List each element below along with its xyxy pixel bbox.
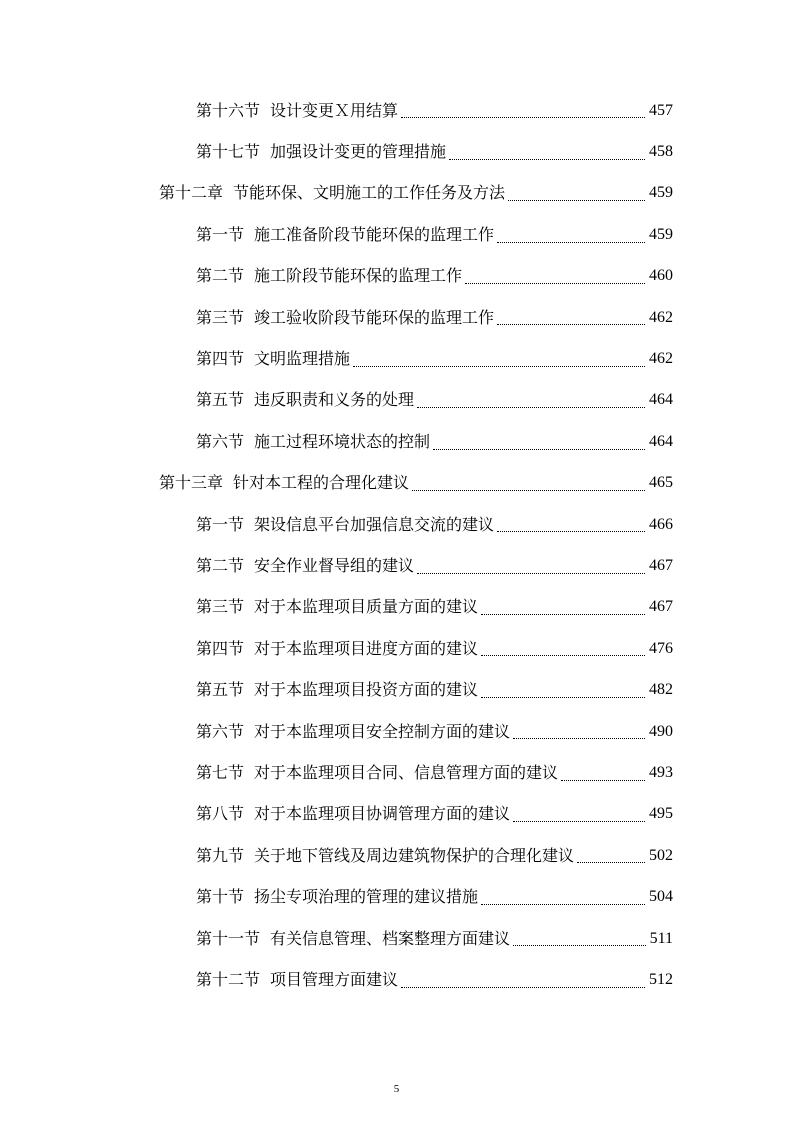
toc-entry[interactable] [0,918,793,959]
toc-entry-title: 施工阶段节能环保的监理工作 [254,266,463,286]
toc-entry-page: 467 [649,598,673,616]
toc-entry[interactable] [0,421,793,462]
toc-entry-page: 462 [649,308,673,326]
toc-entry-title: 对于本监理项目安全控制方面的建议 [254,721,511,741]
toc-entry-number: 第九节 [196,845,245,865]
dot-leader [513,821,645,822]
toc-entry-page: 464 [649,391,673,409]
toc-entry[interactable] [0,752,793,793]
dot-leader [401,117,645,118]
toc-entry-page: 458 [649,143,673,161]
toc-entry-page: 495 [649,805,673,823]
toc-entry[interactable] [0,587,793,628]
dot-leader [561,780,645,781]
toc-entry-number: 第十三章 [159,473,224,493]
toc-entry-title: 针对本工程的合理化建议 [233,473,410,493]
toc-entry-page: 511 [649,929,673,947]
toc-entry-number: 第五节 [196,390,245,410]
toc-entry-page: 490 [649,722,673,740]
toc-entry-title: 对于本监理项目协调管理方面的建议 [254,804,511,824]
toc-entry-number: 第二节 [196,266,245,286]
toc-entry-page: 464 [649,432,673,450]
toc-entry-title: 文明监理措施 [254,349,351,369]
dot-leader [481,904,645,905]
dot-leader [417,407,645,408]
toc-entry[interactable] [0,794,793,835]
toc-entry-number: 第十六节 [196,100,261,120]
toc-entry-number: 第四节 [196,638,245,658]
toc-entry-page: 512 [649,970,673,988]
toc-entry-title: 节能环保、文明施工的工作任务及方法 [233,183,506,203]
toc-entry[interactable] [0,256,793,297]
toc-entry-page: 462 [649,350,673,368]
toc-entry[interactable] [0,380,793,421]
toc-entry[interactable] [0,669,793,710]
toc-entry-number: 第六节 [196,431,245,451]
toc-entry[interactable] [0,90,793,131]
toc-entry-title: 对于本监理项目投资方面的建议 [254,680,479,700]
toc-entry-page: 504 [649,888,673,906]
dot-leader [497,324,645,325]
toc-entry[interactable] [0,297,793,338]
toc-entry-number: 第十二节 [196,969,261,989]
toc-entry[interactable] [0,173,793,214]
dot-leader [577,862,645,863]
dot-leader [401,987,645,988]
page-number: 5 [393,1083,400,1095]
toc-entry-title: 架设信息平台加强信息交流的建议 [254,514,495,534]
toc-entry[interactable] [0,835,793,876]
toc-entry-page: 457 [649,101,673,119]
toc-entry-title: 违反职责和义务的处理 [254,390,415,410]
dot-leader [449,159,645,160]
toc-entry-title: 关于地下管线及周边建筑物保护的合理化建议 [254,845,575,865]
toc-entry[interactable] [0,504,793,545]
dot-leader [465,283,645,284]
toc-entry-page: 482 [649,681,673,699]
toc-entry-number: 第一节 [196,514,245,534]
toc-entry-number: 第十节 [196,887,245,907]
dot-leader [353,366,645,367]
dot-leader [433,449,645,450]
toc-entry-page: 465 [649,474,673,492]
dot-leader [508,200,645,201]
toc-entry-title: 设计变更Ｘ用结算 [270,100,399,120]
toc-entry[interactable] [0,876,793,917]
toc-entry-number: 第三节 [196,597,245,617]
toc-entry-number: 第七节 [196,762,245,782]
toc-entry-title: 加强设计变更的管理措施 [270,142,447,162]
toc-entry-page: 460 [649,267,673,285]
toc-entry-title: 有关信息管理、档案整理方面建议 [270,928,511,948]
toc-entry-number: 第五节 [196,680,245,700]
toc-entry-page: 493 [649,763,673,781]
toc-entry-page: 467 [649,556,673,574]
toc-entry-title: 对于本监理项目进度方面的建议 [254,638,479,658]
dot-leader [481,614,645,615]
toc-entry-page: 459 [649,225,673,243]
toc-entry-number: 第十七节 [196,142,261,162]
dot-leader [497,242,645,243]
toc-entry[interactable] [0,463,793,504]
toc-entry-title: 扬尘专项治理的管理的建议措施 [254,887,479,907]
toc-entry-number: 第二节 [196,555,245,575]
dot-leader [412,490,645,491]
dot-leader [481,655,645,656]
dot-leader [513,738,645,739]
toc-entry-title: 安全作业督导组的建议 [254,555,415,575]
toc-entry-title: 施工准备阶段节能环保的监理工作 [254,224,495,244]
toc-entry[interactable] [0,711,793,752]
toc-entry-number: 第八节 [196,804,245,824]
toc-entry-number: 第十二章 [159,183,224,203]
toc-entry[interactable] [0,545,793,586]
toc-entry-number: 第六节 [196,721,245,741]
toc-entry-page: 476 [649,639,673,657]
toc-entry-page: 502 [649,846,673,864]
toc-entry-number: 第一节 [196,224,245,244]
toc-entry-title: 竣工验收阶段节能环保的监理工作 [254,307,495,327]
toc-entry[interactable] [0,131,793,172]
toc-entry-title: 对于本监理项目合同、信息管理方面的建议 [254,762,559,782]
toc-entry-number: 第三节 [196,307,245,327]
toc-entry-number: 第四节 [196,349,245,369]
toc-entry-title: 对于本监理项目质量方面的建议 [254,597,479,617]
toc-entry[interactable] [0,959,793,1000]
dot-leader [497,531,645,532]
dot-leader [481,697,645,698]
table-of-contents [0,90,793,1001]
toc-entry-page: 459 [649,184,673,202]
toc-entry-page: 466 [649,515,673,533]
toc-entry[interactable] [0,214,793,255]
toc-entry-number: 第十一节 [196,928,261,948]
toc-entry-title: 项目管理方面建议 [270,969,399,989]
toc-entry[interactable] [0,628,793,669]
toc-entry-title: 施工过程环境状态的控制 [254,431,431,451]
dot-leader [513,945,646,946]
toc-entry[interactable] [0,338,793,379]
dot-leader [417,573,645,574]
